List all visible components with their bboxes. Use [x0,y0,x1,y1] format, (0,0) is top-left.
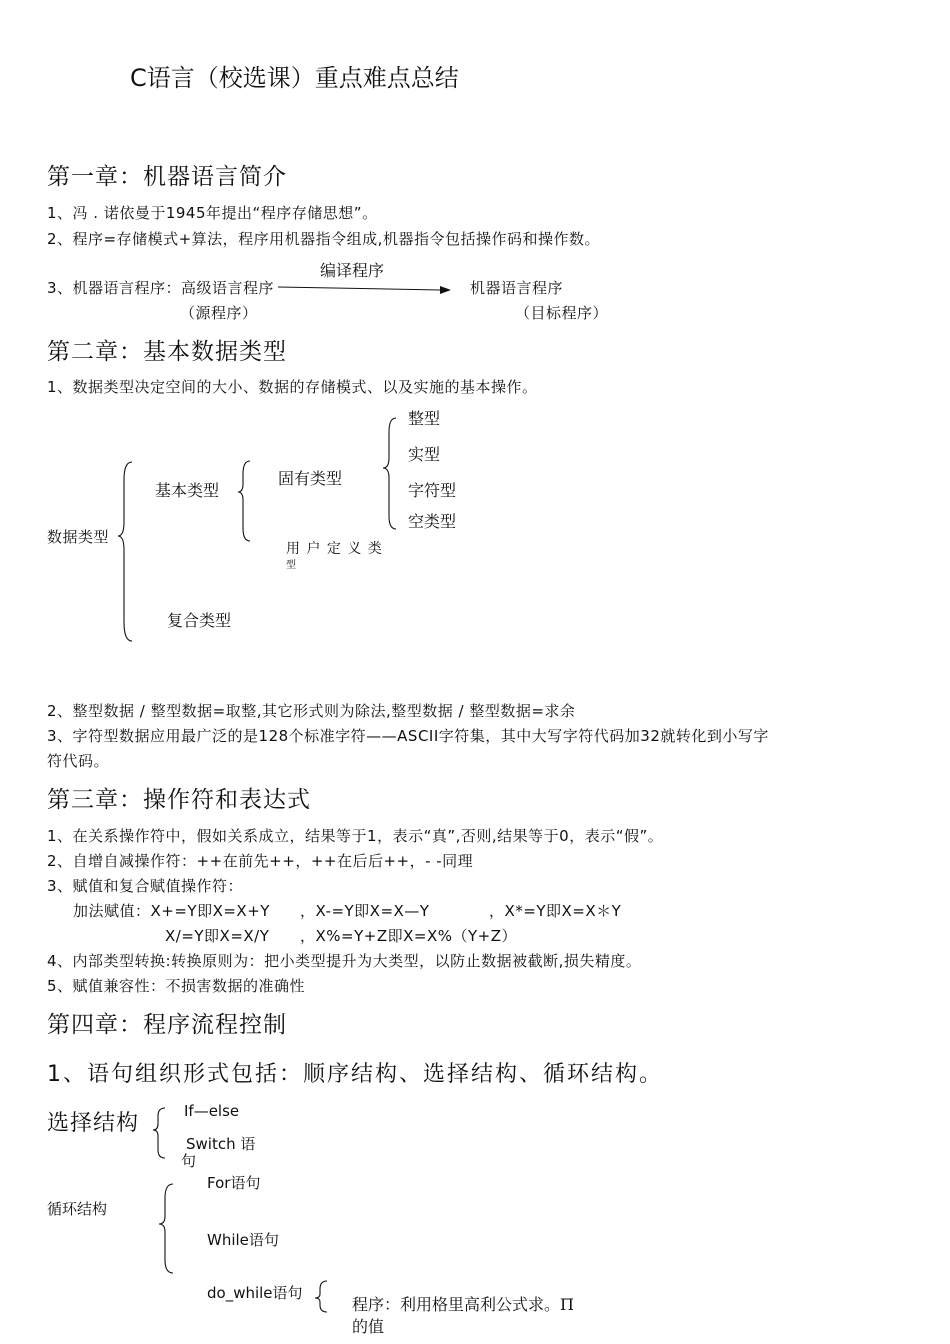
loop-brace [159,1184,173,1273]
chapter-4-heading: 第四章：程序流程控制 [47,1012,287,1038]
type-real: 实型 [408,445,441,464]
ch2-line-2: 2、整型数据 / 整型数据=取整,其它形式则为除法,整型数据 / 整型数据=求余 [47,702,576,720]
ch3-line-5: 5、赋值兼容性：不损害数据的准确性 [47,977,306,995]
select-structure-label: 选择结构 [47,1111,140,1136]
ch1-line-1: 1、冯 . 诺依曼于1945年提出“程序存储思想”。 [47,204,378,222]
assign-sub: ，X-=Y即X=X—Y [300,902,430,920]
target-program-note: （目标程序） [515,304,609,322]
program-note-cont: 的值 [352,1317,385,1336]
chapter-1-heading: 第一章：机器语言简介 [47,164,287,190]
type-int: 整型 [408,409,441,428]
ch3-line-3: 3、赋值和复合赋值操作符： [47,877,244,895]
document-title: C语言（校选课）重点难点总结 [130,64,459,92]
select-brace [153,1108,165,1158]
program-note: 程序：利用格里高利公式求。Π [352,1295,574,1314]
type-char: 字符型 [408,481,457,500]
inherent-brace [383,418,396,529]
type-root: 数据类型 [47,528,110,546]
type-inherent: 固有类型 [278,469,343,488]
ch4-line-1: 1、语句组织形式包括：顺序结构、选择结构、循环结构。 [47,1062,663,1087]
type-compound: 复合类型 [167,611,232,630]
type-basic: 基本类型 [155,481,220,500]
compile-label: 编译程序 [320,261,385,280]
chapter-2-heading: 第二章：基本数据类型 [47,339,287,365]
basic-brace [238,461,250,541]
ch3-line-2: 2、自增自减操作符：++在前先++，++在后后++，- -同理 [47,852,474,870]
assign-mul: ，X*=Y即X=X＊Y [489,902,622,920]
ch2-line-3a: 3、字符型数据应用最广泛的是128个标准字符——ASCII字符集，其中大写字符代码加32就转化到小写字 [47,727,769,745]
ch2-line-3b: 符代码。 [47,752,110,770]
do-while-statement: do_while语句 [207,1284,303,1302]
compile-arrow [278,286,451,294]
switch-label-cont: 句 [181,1152,197,1170]
for-statement: For语句 [207,1174,261,1192]
ch1-target-program: 机器语言程序 [470,279,564,297]
if-else-label: If—else [184,1102,240,1120]
ch1-line-2: 2、程序=存储模式+算法，程序用机器指令组成,机器指令包括操作码和操作数。 [47,230,600,248]
while-statement: While语句 [207,1231,279,1249]
type-user-defined-cont: 型 [286,560,296,571]
ch1-line-3: 3、机器语言程序：高级语言程序 [47,279,275,297]
source-program-note: （源程序） [180,304,258,322]
assign-div: X/=Y即X=X/Y [165,927,270,945]
assign-add: 加法赋值：X+=Y即X=X+Y [73,902,270,920]
type-user-defined: 用 户 定 义 类 [286,541,383,557]
root-brace [118,462,132,641]
type-void: 空类型 [408,512,457,531]
ch2-line-1: 1、数据类型决定空间的大小、数据的存储模式、以及实施的基本操作。 [47,378,538,396]
ch3-line-4: 4、内部类型转换:转换原则为：把小类型提升为大类型，以防止数据被截断,损失精度。 [47,952,642,970]
loop-structure-label: 循环结构 [47,1200,108,1218]
chapter-3-heading: 第三章：操作符和表达式 [47,787,311,813]
assign-mod: ，X%=Y+Z即X=X%（Y+Z） [300,927,517,945]
ch3-line-1: 1、在关系操作符中，假如关系成立，结果等于1，表示“真”,否则,结果等于0，表示“假”。 [47,827,664,845]
switch-label: Switch 语 [186,1135,256,1153]
program-brace [315,1281,327,1312]
